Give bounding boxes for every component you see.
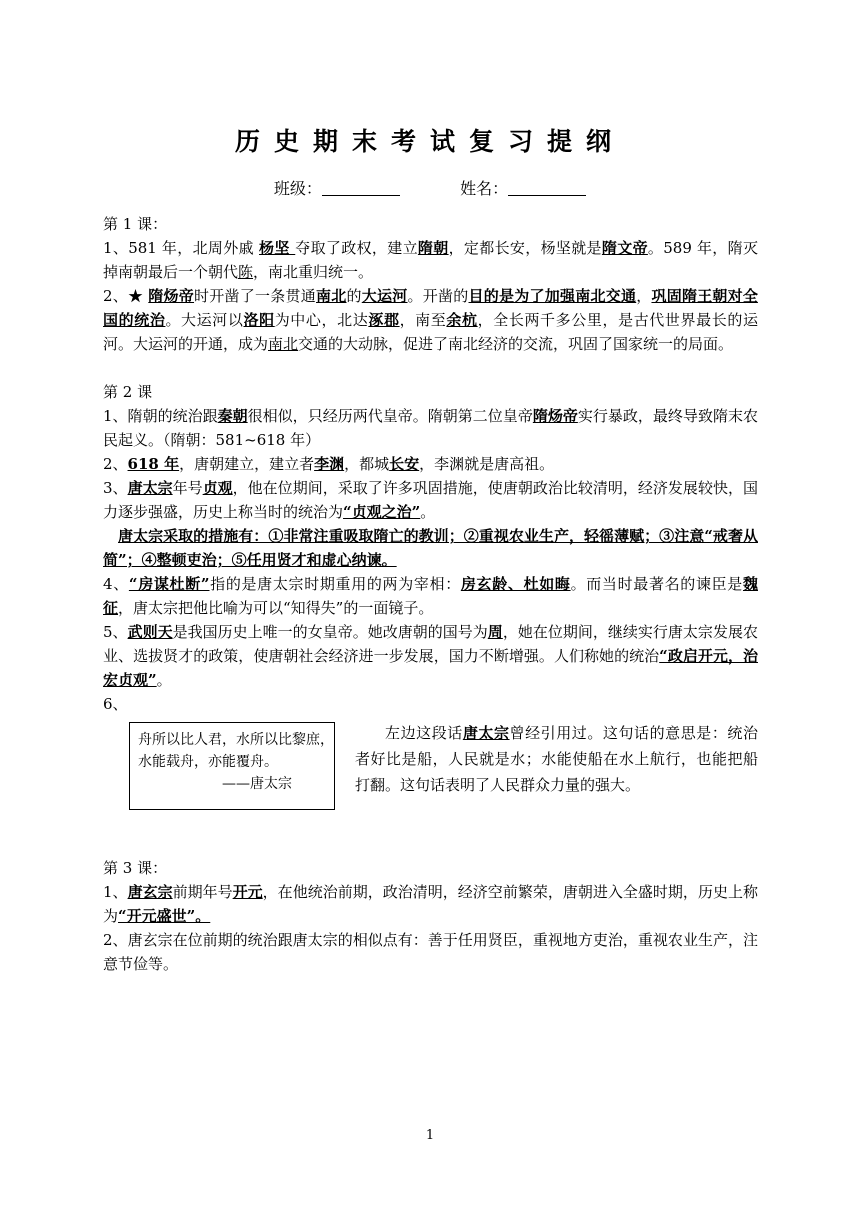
lesson-3-item-2: 2、唐玄宗在位前期的统治跟唐太宗的相似点有：善于任用贤臣，重视地方吏治，重视农业生产，注意节俭等。 <box>103 931 758 973</box>
taizong-measures: 唐太宗采取的措施有：①非常注重吸取隋亡的教训；②重视农业生产，轻徭薄赋；③注意“戒奢从简”；④整顿吏治；⑤任用贤才和虚心纳谏。 <box>103 527 758 569</box>
document-body <box>103 212 758 976</box>
page-number: 1 <box>425 1128 435 1143</box>
name-blank[interactable] <box>508 181 586 196</box>
quote-source: ——唐太宗 <box>222 776 292 792</box>
lesson-2-item-4: 4、“房谋杜断”指的是唐太宗时期重用的两为宰相：房玄龄、杜如晦。而当时最著名的谏臣是魏征，唐太宗把他比喻为可以“知得失”的一面镜子。 <box>103 575 758 617</box>
lesson-2-heading: 第 2 课 <box>103 383 153 401</box>
lesson-2-item-3: 3、唐太宗年号贞观，他在位期间，采取了许多巩固措施，使唐朝政治比较清明，经济发展较快，国力逐步强盛，历史上称当时的统治为“贞观之治”。 <box>103 479 758 521</box>
lesson-2-item-2: 2、618 年，唐朝建立，建立者李渊，都城长安，李渊就是唐高祖。 <box>103 455 555 473</box>
quote-section <box>103 720 758 844</box>
lesson-2-item-6-number: 6、 <box>103 695 128 713</box>
lesson-2-item-1: 1、隋朝的统治跟秦朝很相似，只经历两代皇帝。隋朝第二位皇帝隋炀帝实行暴政，最终导致隋末农民起义。（隋朝：581~618 年） <box>103 407 758 449</box>
quote-box <box>129 722 335 810</box>
lesson-3-item-1: 1、唐玄宗前期年号开元，在他统治前期，政治清明，经济空前繁荣，唐朝进入全盛时期，历史上称为“开元盛世”。 <box>103 883 758 925</box>
lesson-2-item-5: 5、武则天是我国历史上唯一的女皇帝。她改唐朝的国号为周，她在位期间，继续实行唐太宗发展农业、选拔贤才的政策，使唐朝社会经济进一步发展，国力不断增强。人们称她的统治“政启开元，治宏贞观”。 <box>103 623 758 689</box>
lesson-3-heading: 第 3 课： <box>103 859 168 877</box>
class-label: 班级： <box>273 179 322 198</box>
document-title: 历史期末考试复习提纲 <box>234 127 625 156</box>
quote-text: 舟所以比人君，水所以比黎庶，水能载舟，亦能覆舟。 <box>138 732 334 770</box>
student-info-line <box>0 176 860 199</box>
lesson-1-heading: 第 1 课： <box>103 215 168 233</box>
class-blank[interactable] <box>322 181 400 196</box>
quote-explanation: 左边这段话唐太宗曾经引用过。这句话的意思是：统治者好比是船，人民就是水；水能使船在水上航行，也能把船打翻。这句话表明了人民群众力量的强大。 <box>355 724 758 794</box>
lesson-1-item-2: 2、★ 隋炀帝时开凿了一条贯通南北的大运河。开凿的目的是为了加强南北交通，巩固隋王朝对全国的统治。大运河以洛阳为中心，北达涿郡，南至余杭，全长两千多公里，是古代世界最长的运河。大运河的开通，成为南北交通的大动脉，促进了南北经济的交流，巩固了国家统一的局面。 <box>103 287 758 353</box>
name-label: 姓名： <box>460 179 509 198</box>
lesson-1-item-1: 1、581 年，北周外戚 杨坚 夺取了政权，建立隋朝，定都长安，杨坚就是隋文帝。589 年，隋灭掉南朝最后一个朝代陈，南北重归统一。 <box>103 239 758 281</box>
